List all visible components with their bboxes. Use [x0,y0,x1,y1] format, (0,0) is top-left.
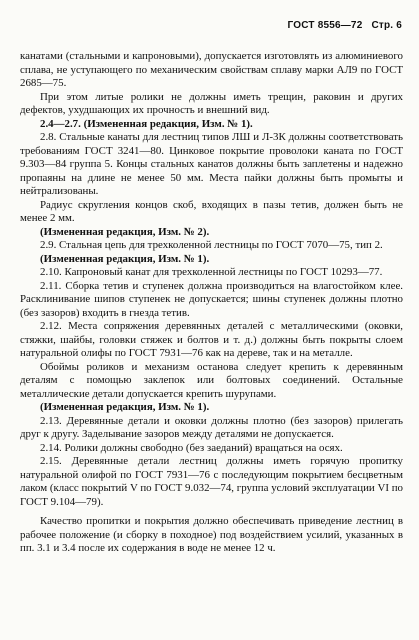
page-header [288,20,402,31]
paragraph: канатами (стальными и капроновыми), допускается изготовлять из алюминиевого сплава, не уступающего по механическим свойствам сплаву марки АЛ9 по ГОСТ 2685—75. [20,50,403,89]
standard-number: ГОСТ 8556—72 [287,20,363,31]
revision-note: (Измененная редакция, Изм. № 1). [40,252,210,265]
paragraph: 2.15. Деревянные детали лестниц должны иметь горячую пропитку натуральной олифой по ГОСТ 7931—76 с последующим покрытием бесцветным лаком (класс покрытий V по ГОСТ 9.032—74, группа условий эксплуатации VI по ГОСТ 9.104—79). [20,455,403,508]
paragraph: Радиус скругления концов скоб, входящих в пазы тетив, должен быть не менее 2 мм. [20,198,403,224]
revision-note: (Измененная редакция, Изм. № 1). [40,401,210,413]
paragraph: 2.10. Капроновый канат для трехколенной лестницы по ГОСТ 10293—77. [40,266,383,278]
paragraph: 2.9. Стальная цепь для трехколенной лестницы по ГОСТ 7070—75, тип 2. [40,239,383,251]
paragraph: 2.8. Стальные канаты для лестниц типов ЛШ и Л-3К должны соответствовать требованиям ГОСТ 3241—80. Цинковое покрытие проволоки каната по ГОСТ 9.303—84 группа 5. Концы стальных канатов должны быть заплетены и надежно пропаяны на длине не менее 50 мм. Места пайки должны быть промыты и нейтрализованы. [20,131,403,197]
paragraph: Качество пропитки и покрытия должно обеспечивать приведение лестниц в рабочее положение (и сборку в походное) под воздействием усилий, указанных в пп. 3.1 и 3.4 после их содержания в воде не менее 12 ч. [20,515,403,554]
document-body [20,50,403,556]
paragraph: 2.12. Места сопряжения деревянных деталей с металлическими (оковки, стяжки, шайбы, головки стяжек и болтов и т. д.) должны быть покрыты слоем натуральной олифы по ГОСТ 7931—76 как на дереве, так и на металле. [20,320,403,359]
paragraph: 2.13. Деревянные детали и оковки должны плотно (без зазоров) прилегать друг к другу. Заделывание зазоров между деталями не допускается. [20,414,403,440]
paragraph: Обоймы роликов и механизм останова следует крепить к деревянным деталям с помощью заклепок или болтовых соединений. Остальные металлические детали допускается крепить шурупами. [20,360,403,400]
paragraph: 2.11. Сборка тетив и ступенек должна производиться на влагостойком клее. Расклинивание шипов ступенек не допускается; шины ступенек должны плотно (без зазоров) входить в гнезда тетив. [20,279,403,319]
revision-note: (Измененная редакция, Изм. № 2). [40,225,210,238]
revision-note: 2.4—2.7. (Измененная редакция, Изм. № 1). [40,117,253,130]
page-number: Стр. 6 [371,20,402,31]
paragraph: 2.14. Ролики должны свободно (без заеданий) вращаться на осях. [40,441,343,454]
paragraph: При этом литые ролики не должны иметь трещин, раковин и других дефектов, ухудшающих их прочность и внешний вид. [20,90,403,116]
